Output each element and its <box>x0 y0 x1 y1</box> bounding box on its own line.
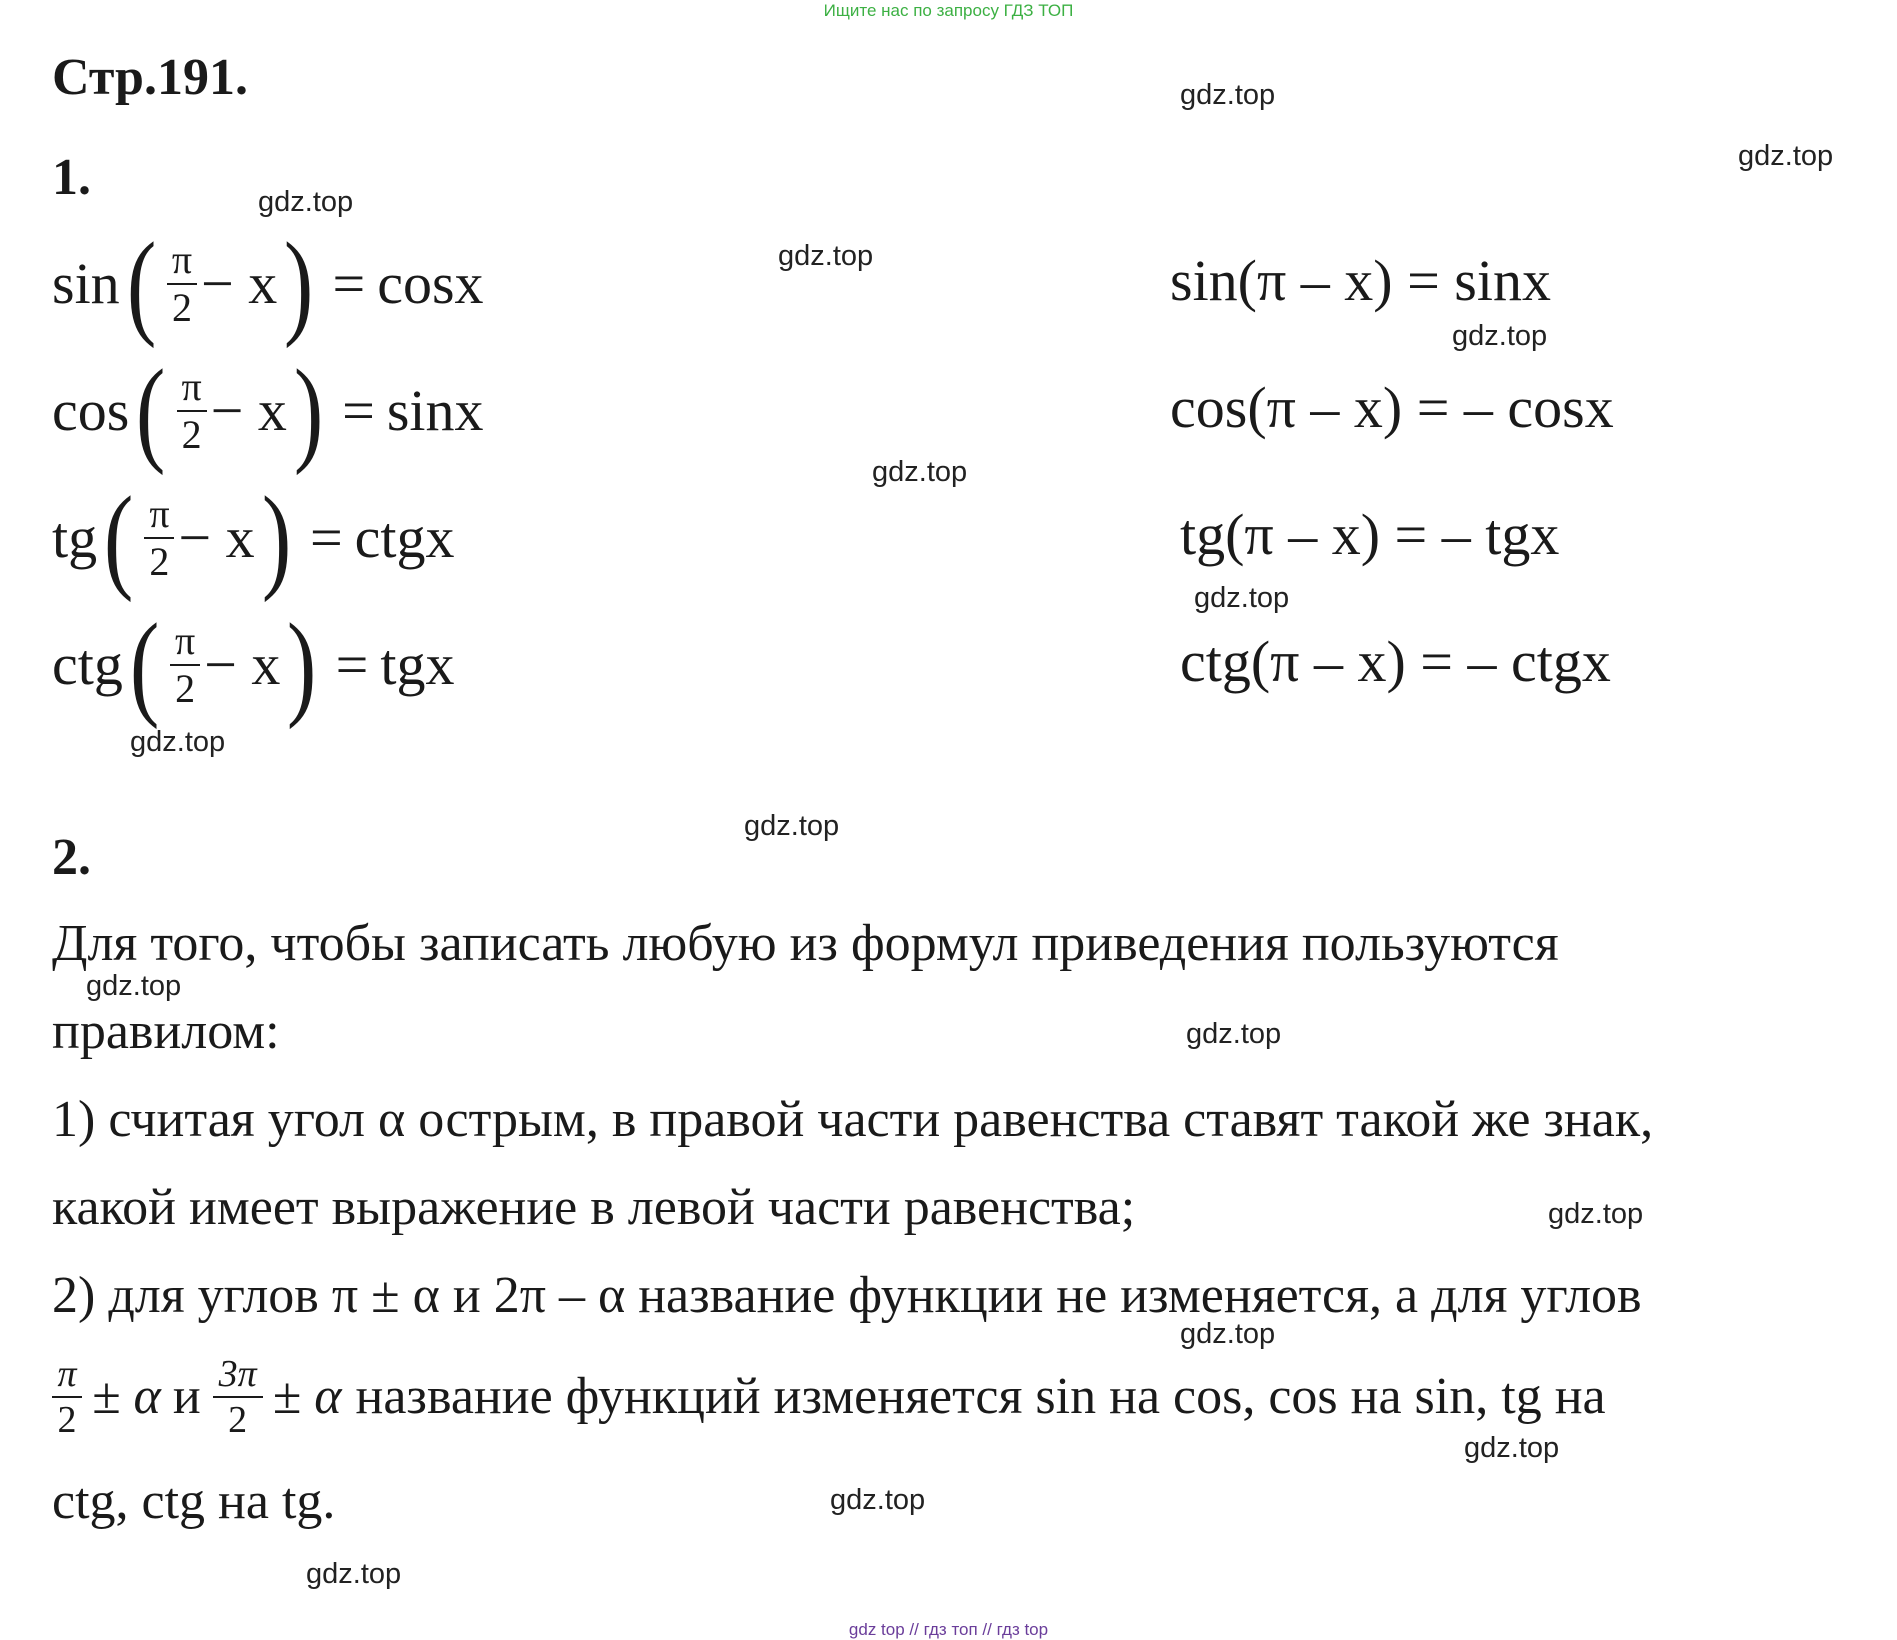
formula-tg-supplement: tg(π – x) = – tgx <box>1180 502 1560 567</box>
close-paren: ) <box>261 472 292 603</box>
fraction-bar <box>213 1396 263 1398</box>
inner-term: − x <box>200 251 278 316</box>
fraction-numerator: π <box>149 491 170 536</box>
formula-result: ctgx <box>354 505 455 570</box>
formula-result: sinx <box>386 378 484 443</box>
fraction-pi-over-2 <box>144 491 174 584</box>
watermark: gdz.top <box>258 186 354 218</box>
fraction-numerator: π <box>171 237 193 282</box>
rule-intro-line: Для того, чтобы записать любую из формул приведения пользуются <box>52 915 1559 972</box>
watermark: gdz.top <box>1186 1018 1282 1050</box>
fraction-pi-over-2 <box>52 1355 82 1439</box>
fraction-numerator: π <box>181 364 202 409</box>
equals-sign: = <box>335 632 369 697</box>
watermark: gdz.top <box>1464 1432 1560 1464</box>
rule-1-line: 1) считая угол α острым, в правой части равенства ставят такой же знак, <box>52 1091 1654 1148</box>
equals-sign: = <box>309 505 343 570</box>
inner-term: − x <box>210 378 287 443</box>
top-search-note: Ищите нас по запросу ГДЗ ТОП <box>823 1 1074 20</box>
fraction-denominator: 2 <box>57 1399 77 1441</box>
rule-2-line-fractions <box>52 1355 1606 1439</box>
watermark: gdz.top <box>1738 140 1834 172</box>
watermark: gdz.top <box>1180 79 1276 111</box>
function-name: cos <box>52 378 130 443</box>
fraction-bar <box>52 1396 82 1398</box>
formula-cos-complement <box>52 345 484 476</box>
function-name: ctg <box>52 632 123 697</box>
formula-ctg-supplement: ctg(π – x) = – ctgx <box>1180 629 1611 694</box>
fraction-denominator: 2 <box>149 539 170 584</box>
formula-sin-supplement: sin(π – x) = sinx <box>1170 248 1551 313</box>
fraction-3pi-over-2 <box>213 1355 263 1439</box>
close-paren: ) <box>293 345 324 476</box>
watermark: gdz.top <box>778 240 874 272</box>
formula-result: cosx <box>377 251 484 316</box>
plus-minus-alpha: ± α <box>272 1368 342 1425</box>
rule-1-line-cont: какой имеет выражение в левой части равенства; <box>52 1179 1136 1236</box>
equals-sign: = <box>332 251 366 316</box>
watermark: gdz.top <box>830 1484 926 1516</box>
footer-note: gdz top // гдз топ // гдз top <box>848 1620 1049 1639</box>
watermark: gdz.top <box>1194 582 1290 614</box>
fraction-pi-over-2 <box>177 364 207 457</box>
watermark: gdz.top <box>130 726 226 758</box>
rule-2-line: 2) для углов π ± α и 2π – α название функции не изменяется, а для углов <box>52 1267 1642 1324</box>
formula-tg-complement <box>52 472 455 603</box>
open-paren: ( <box>136 345 166 476</box>
fraction-numerator: π <box>57 1353 77 1395</box>
formula-ctg-complement <box>52 599 455 730</box>
watermark: gdz.top <box>1180 1318 1276 1350</box>
open-paren: ( <box>104 472 134 603</box>
fraction-denominator: 2 <box>175 666 196 711</box>
page-title: Стр.191. <box>52 49 248 106</box>
fraction-pi-over-2 <box>167 237 197 330</box>
watermark: gdz.top <box>1452 320 1548 352</box>
fraction-numerator: π <box>175 618 196 663</box>
fraction-pi-over-2 <box>170 618 200 711</box>
inner-term: − x <box>178 505 255 570</box>
formula-result: tgx <box>380 632 455 697</box>
fraction-denominator: 2 <box>171 285 192 330</box>
close-paren: ) <box>287 599 317 730</box>
conjunction: и <box>172 1368 201 1425</box>
task-2-number: 2. <box>52 829 91 886</box>
plus-minus-alpha: ± α <box>92 1368 161 1425</box>
watermark: gdz.top <box>872 456 968 488</box>
watermark: gdz.top <box>1548 1198 1644 1230</box>
formula-sin-complement <box>52 218 484 349</box>
watermark: gdz.top <box>744 810 840 842</box>
rule-2-line-rest: название функций изменяется sin на cos, cos на sin, tg на <box>355 1368 1606 1425</box>
open-paren: ( <box>126 218 157 349</box>
fraction-denominator: 2 <box>228 1399 248 1441</box>
inner-term: − x <box>204 632 281 697</box>
open-paren: ( <box>129 599 160 730</box>
rule-intro-line-cont: правилом: <box>52 1003 280 1060</box>
function-name: tg <box>52 505 98 570</box>
close-paren: ) <box>284 218 314 349</box>
fraction-denominator: 2 <box>181 412 202 457</box>
formula-cos-supplement: cos(π – x) = – cosx <box>1170 375 1614 440</box>
watermark: gdz.top <box>86 970 182 1002</box>
watermark: gdz.top <box>306 1558 402 1590</box>
fraction-numerator: 3π <box>218 1353 257 1395</box>
task-1-number: 1. <box>52 149 91 206</box>
function-name: sin <box>52 251 120 316</box>
equals-sign: = <box>342 378 375 443</box>
rule-2-line-end: ctg, ctg на tg. <box>52 1473 336 1530</box>
